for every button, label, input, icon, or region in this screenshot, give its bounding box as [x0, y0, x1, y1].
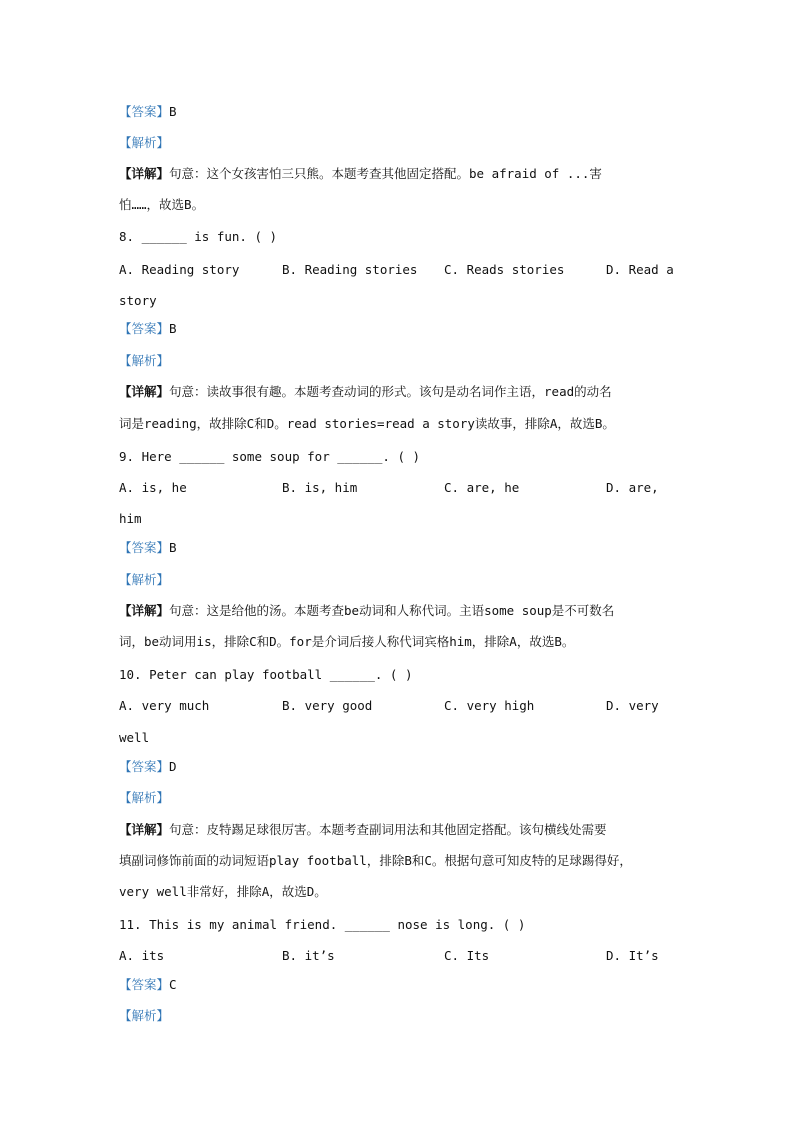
answer-line [119, 104, 177, 120]
detail-line [119, 822, 607, 838]
detail-line [119, 384, 612, 400]
analysis-label: 【解析】 [119, 353, 170, 368]
question-10-stem: 10. Peter can play football ______. ( ) [119, 667, 413, 682]
answer-value: C [169, 977, 177, 992]
answer-label: 【答案】 [119, 104, 170, 119]
question-9-stem: 9. Here ______ some soup for ______. ( ) [119, 449, 421, 464]
option-b: B. Reading stories [282, 262, 418, 277]
option-a: A. very much [119, 698, 210, 713]
option-wrap: him [119, 511, 142, 526]
answer-line [119, 977, 177, 993]
detail-text: 句意：皮特踢足球很厉害。本题考查副词用法和其他固定搭配。该句横线处需要 [169, 822, 607, 837]
analysis-label: 【解析】 [119, 135, 170, 150]
option-wrap: well [119, 730, 150, 745]
analysis-label: 【解析】 [119, 572, 170, 587]
answer-label: 【答案】 [119, 759, 170, 774]
answer-label: 【答案】 [119, 321, 170, 336]
option-b: B. is, him [282, 480, 358, 495]
option-a: A. Reading story [119, 262, 240, 277]
option-c: C. Reads stories [444, 262, 565, 277]
analysis-label: 【解析】 [119, 1008, 170, 1023]
option-wrap: story [119, 293, 157, 308]
detail-label: 【详解】 [119, 384, 170, 399]
option-c: C. very high [444, 698, 535, 713]
detail-text: 词是reading，故排除C和D。read stories=read a story读故事，排除A，故选B。 [119, 416, 615, 431]
detail-label: 【详解】 [119, 822, 170, 837]
detail-text: 怕……，故选B。 [119, 197, 205, 212]
answer-line [119, 759, 177, 775]
question-8-stem: 8. ______ is fun. ( ) [119, 229, 278, 244]
analysis-label: 【解析】 [119, 790, 170, 805]
answer-label: 【答案】 [119, 540, 170, 555]
detail-text: 句意：这个女孩害怕三只熊。本题考查其他固定搭配。be afraid of ...害 [169, 166, 602, 181]
detail-text: 填副词修饰前面的动词短语play football，排除B和C。根据句意可知皮特的足球踢得好， [119, 853, 632, 868]
option-a: A. is, he [119, 480, 187, 495]
answer-value: B [169, 104, 177, 119]
option-c: C. are, he [444, 480, 520, 495]
detail-label: 【详解】 [119, 603, 170, 618]
option-b: B. it’s [282, 948, 335, 963]
option-a: A. its [119, 948, 165, 963]
answer-value: D [169, 759, 177, 774]
detail-text: 句意：读故事很有趣。本题考查动词的形式。该句是动名词作主语，read的动名 [169, 384, 612, 399]
answer-label: 【答案】 [119, 977, 170, 992]
detail-text: very well非常好，排除A，故选D。 [119, 884, 327, 899]
option-d: D. are, [606, 480, 659, 495]
option-d: D. It’s [606, 948, 659, 963]
answer-line [119, 540, 177, 556]
detail-line [119, 603, 614, 619]
detail-text: 句意：这是给他的汤。本题考查be动词和人称代词。主语some soup是不可数名 [169, 603, 615, 618]
answer-value: B [169, 321, 177, 336]
detail-line [119, 166, 602, 182]
answer-value: B [169, 540, 177, 555]
option-b: B. very good [282, 698, 373, 713]
detail-label: 【详解】 [119, 166, 170, 181]
question-11-stem: 11. This is my animal friend. ______ nose is long. ( ) [119, 917, 526, 932]
option-d: D. Read a [606, 262, 674, 277]
option-d: D. very [606, 698, 659, 713]
answer-line [119, 321, 177, 337]
option-c: C. Its [444, 948, 490, 963]
detail-text: 词，be动词用is，排除C和D。for是介词后接人称代词宾格him，排除A，故选B。 [119, 634, 575, 649]
